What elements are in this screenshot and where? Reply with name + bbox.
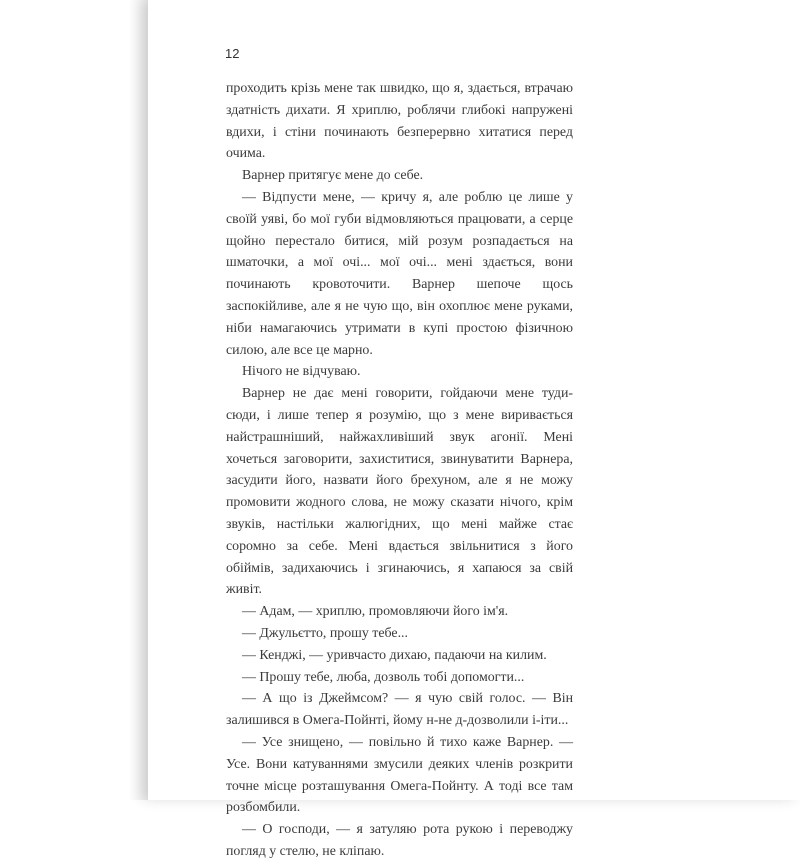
paragraph: Варнер притягує мене до себе. (242, 168, 424, 184)
paragraph: — А що із Джеймсом? — я чую свій голос. — Він залишився в Омега-Пойнті, йому н-не д-дозволили і-іти... (226, 691, 573, 729)
paragraph: — Адам, — хриплю, промовляючи його ім'я. (242, 604, 509, 620)
paragraph: проходить крізь мене так швидко, що я, здається, втрачаю здатність дихати. Я хриплю, роблячи глибокі напружені вдихи, і стіни починають безперервно хитатися перед очима. (226, 81, 573, 162)
paragraph: Варнер не дає мені говорити, гойдаючи мене туди-сюди, і лише тепер я розумію, що з мене виривається найстрашніший, найжахливіший звук агонії. Мені хочеться заговорити, захиститися, звинуватити Варнера, засудити його, назвати його брехуном, але я не можу промовити жодного слова, не можу сказати нічого, крім звуків, настільки жалюгідних, що мені майже стає соромно за себе. Мені вдається звільнитися з його обіймів, задихаючись і згинаючись, я хапаюся за свій живіт. (226, 386, 573, 598)
page-number: 12 (225, 46, 240, 61)
paragraph: — Відпусти мене, — кричу я, але роблю це лише у своїй уяві, бо мої губи відмовляються працювати, а серце щойно перестало битися, мій розум розпадається на шматочки, а мої очі... мої очі... мені здається, вони починають кровоточити. Варнер шепоче щось заспокійливе, але я не чую що, він охоплює мене руками, ніби намагаючись утримати в купі простою фізичною силою, але все це марно. (226, 189, 573, 358)
paragraph: — О господи, — я затуляю рота рукою і переводжу погляд у стелю, не кліпаю. (226, 822, 573, 859)
paragraph: — Кенджі, — уривчасто дихаю, падаючи на килим. (242, 647, 547, 663)
paragraph: — Джульєтто, прошу тебе... (242, 625, 408, 641)
paragraph: Нічого не відчуваю. (242, 364, 361, 380)
page-body-text (226, 78, 573, 863)
paragraph: — Прошу тебе, люба, дозволь тобі допомогти... (242, 669, 525, 685)
paragraph: — Усе знищено, — повільно й тихо каже Варнер. — Усе. Вони катуваннями змусили деяких членів розкрити точне місце розташування Омега-Пойнту. А тоді все там розбомбили. (226, 734, 573, 816)
